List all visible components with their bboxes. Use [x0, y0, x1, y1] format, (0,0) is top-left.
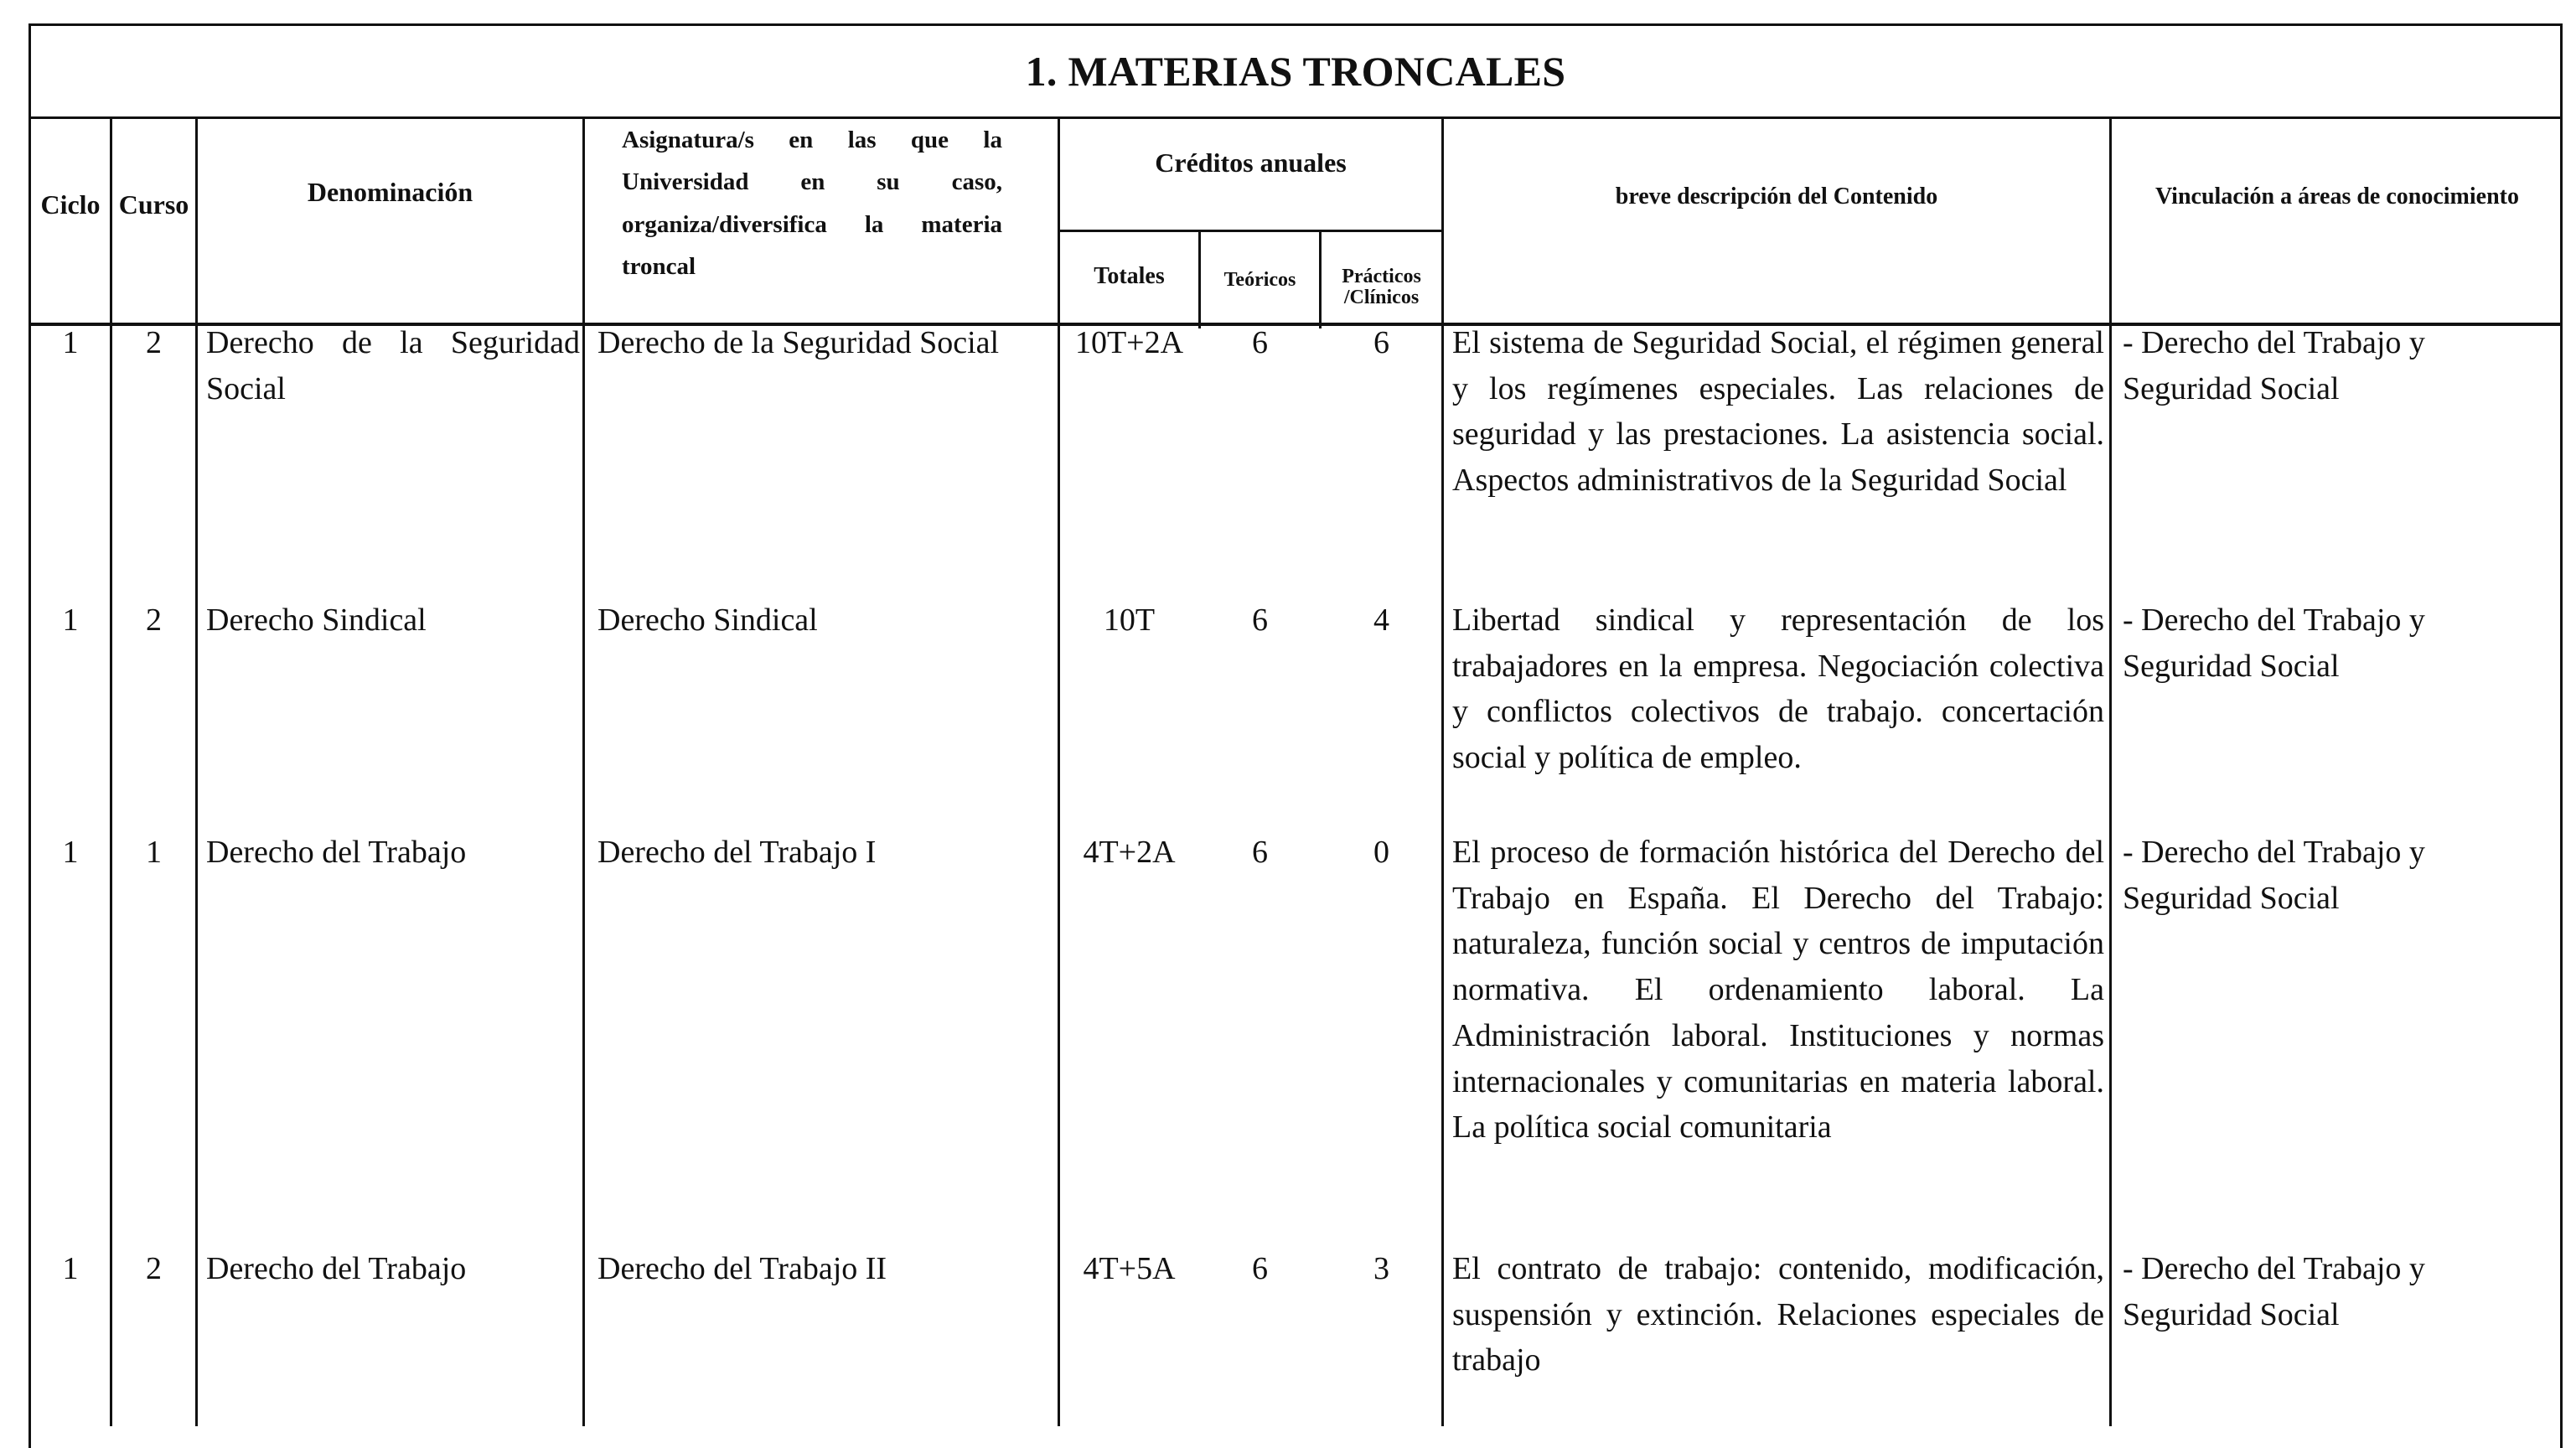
table-row-4-asignatura: Derecho del Trabajo II	[597, 1251, 887, 1286]
header-teoricos: Teóricos	[1223, 269, 1296, 292]
header-descripcion: breve descripción del Contenido	[1615, 184, 1938, 210]
table-title-row	[28, 25, 2563, 119]
table-row-3-curso: 1	[146, 835, 162, 870]
table-row-1-teoricos: 6	[1252, 325, 1268, 360]
table-row-2-teoricos: 6	[1252, 602, 1268, 638]
table-row-2-ciclo: 1	[62, 602, 79, 638]
table-row-1-vinculacion: - Derecho del Trabajo y Seguridad Social	[2123, 325, 2425, 406]
table-row-1-descripcion: El sistema de Seguridad Social, el régimen general y los regímenes especiales. Las relaciones de seguridad y las prestaciones. La asistencia social. Aspectos administrativos de la Seguridad Social	[1452, 325, 2104, 499]
table-row-3-teoricos: 6	[1252, 835, 1268, 870]
table-row-3-ciclo: 1	[62, 835, 79, 870]
table-row-4-totales: 4T+5A	[1083, 1251, 1176, 1286]
table-row-2-denominacion: Derecho Sindical	[206, 602, 427, 638]
table-row-2-asignatura: Derecho Sindical	[597, 602, 818, 638]
table-row-4-descripcion: El contrato de trabajo: contenido, modificación, suspensión y extinción. Relaciones especiales de trabajo	[1452, 1251, 2104, 1378]
header-vinculacion: Vinculación a áreas de conocimiento	[2155, 184, 2519, 210]
col-divider	[582, 119, 585, 1426]
col-divider	[1441, 119, 1444, 1426]
table-row-3-denominacion: Derecho del Trabajo	[206, 835, 467, 870]
table-row-4-vinculacion: - Derecho del Trabajo y Seguridad Social	[2123, 1251, 2425, 1332]
table-row-4-ciclo: 1	[62, 1251, 79, 1286]
table-row-2-totales: 10T	[1103, 602, 1156, 638]
creditos-subheader-rule	[1058, 230, 1443, 232]
header-denominacion: Denominación	[307, 177, 473, 208]
table-row-4-practicos: 3	[1373, 1251, 1389, 1286]
table-row-1-totales: 10T+2A	[1074, 325, 1184, 360]
table-row-2-descripcion: Libertad sindical y representación de los trabajadores en la empresa. Negociación colectiva y conflictos colectivos de trabajo. concertación social y política de empleo.	[1452, 602, 2104, 776]
col-divider	[195, 119, 198, 1426]
table-row-4-teoricos: 6	[1252, 1251, 1268, 1286]
table-row-2-curso: 2	[146, 602, 162, 638]
table-row-4-denominacion: Derecho del Trabajo	[206, 1251, 467, 1286]
header-ciclo: Ciclo	[40, 189, 101, 220]
header-asignatura: Asignatura/s en las que la Universidad en su caso, organiza/diversifica la materia troncal	[622, 127, 1002, 281]
table-row-3-asignatura: Derecho del Trabajo I	[597, 835, 877, 870]
table-row-3-practicos: 0	[1373, 835, 1389, 870]
col-divider	[2109, 119, 2112, 1426]
header-practicos: Prácticos /Clínicos	[1342, 265, 1421, 308]
table-frame	[28, 23, 2563, 1448]
col-divider	[1058, 119, 1060, 1426]
table-row-2-practicos: 4	[1373, 602, 1389, 638]
table-row-1-denominacion: Derecho de la Seguridad Social	[206, 325, 580, 406]
header-totales: Totales	[1094, 263, 1165, 290]
header-curso: Curso	[118, 189, 189, 220]
header-creditos: Créditos anuales	[1155, 147, 1347, 178]
table-row-1-ciclo: 1	[62, 325, 79, 360]
table-row-1-curso: 2	[146, 325, 162, 360]
table-title: 1. MATERIAS TRONCALES	[1025, 47, 1566, 95]
col-divider	[110, 119, 112, 1426]
table-row-3-descripcion: El proceso de formación histórica del Derecho del Trabajo en España. El Derecho del Trabajo: naturaleza, función social y centros de imputación normativa. El ordenamiento laboral. La Administración laboral. Instituciones y normas internacionales y comunitarias en materia laboral. La política social comunitaria	[1452, 835, 2104, 1145]
table-row-2-vinculacion: - Derecho del Trabajo y Seguridad Social	[2123, 602, 2425, 684]
table-row-3-totales: 4T+2A	[1083, 835, 1176, 870]
table-row-1-asignatura: Derecho de la Seguridad Social	[597, 325, 1000, 360]
table-row-4-curso: 2	[146, 1251, 162, 1286]
table-row-3-vinculacion: - Derecho del Trabajo y Seguridad Social	[2123, 835, 2425, 916]
table-row-1-practicos: 6	[1373, 325, 1389, 360]
